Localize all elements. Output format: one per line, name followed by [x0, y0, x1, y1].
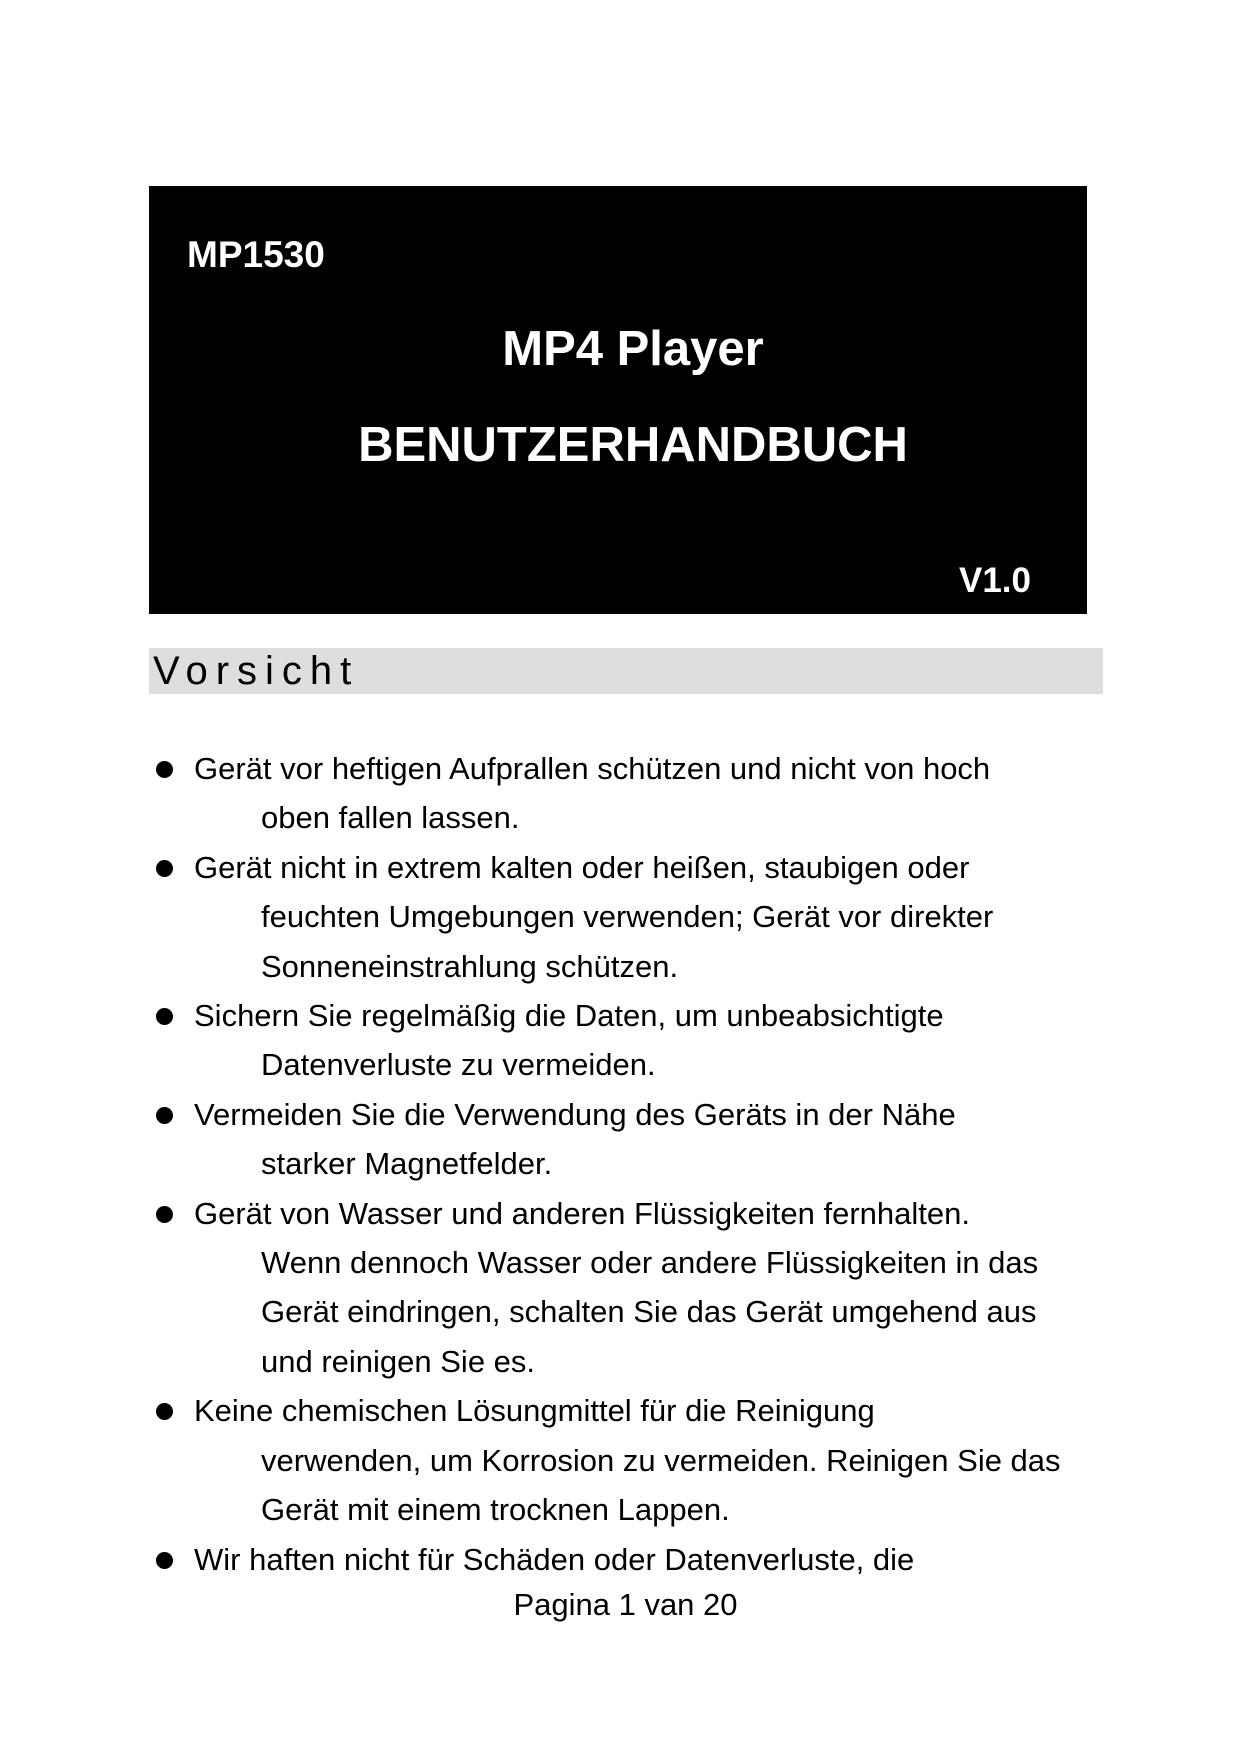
list-item-text-line: Gerät eindringen, schalten Sie das Gerät umgehend aus — [261, 1294, 1037, 1330]
section-title: Vorsicht — [153, 649, 360, 693]
list-item-text-line: Gerät von Wasser und anderen Flüssigkeiten fernhalten. — [194, 1195, 970, 1231]
caution-list — [150, 744, 1110, 1584]
section-header — [149, 648, 1103, 694]
list-item — [150, 1535, 1110, 1584]
bullet-dot-icon — [156, 1206, 173, 1223]
list-item-text-line: Gerät vor heftigen Aufprallen schützen und nicht von hoch — [194, 751, 991, 786]
list-item-text-line: Datenverluste zu vermeiden. — [261, 1047, 656, 1083]
list-item-text-line: Wir haften nicht für Schäden oder Datenverluste, die — [194, 1541, 915, 1577]
list-item-text-line: und reinigen Sie es. — [261, 1343, 536, 1379]
list-item — [150, 991, 1110, 1090]
page-number: Pagina 1 van 20 — [513, 1587, 738, 1622]
list-item-text-line: Vermeiden Sie die Verwendung des Geräts in der Nähe — [194, 1096, 956, 1132]
version-label: V1.0 — [959, 561, 1031, 600]
list-item-text-line: starker Magnetfelder. — [261, 1146, 553, 1182]
bullet-dot-icon — [156, 1552, 173, 1569]
bullet-dot-icon — [156, 761, 173, 778]
list-item-text-line: Sonneneinstrahlung schützen. — [261, 948, 679, 984]
list-item — [150, 1090, 1110, 1189]
product-title: MP4 Player — [502, 322, 764, 376]
list-item-text-line: verwenden, um Korrosion zu vermeiden. Reinigen Sie das — [261, 1442, 1061, 1478]
list-item-text-line: Wenn dennoch Wasser oder andere Flüssigkeiten in das — [261, 1245, 1039, 1281]
manual-title: BENUTZERHANDBUCH — [358, 418, 908, 472]
list-item — [150, 1189, 1110, 1387]
bullet-dot-icon — [156, 1008, 173, 1025]
list-item-text-line: Gerät nicht in extrem kalten oder heißen, staubigen oder — [194, 849, 970, 885]
bullet-dot-icon — [156, 860, 173, 877]
list-item — [150, 1386, 1110, 1534]
list-item-text-line: Keine chemischen Lösungmittel für die Reinigung — [194, 1393, 875, 1429]
model-code: MP1530 — [187, 234, 325, 275]
bullet-dot-icon — [156, 1107, 173, 1124]
list-item-text-line: Gerät mit einem trocknen Lappen. — [261, 1492, 730, 1528]
cover-banner — [149, 186, 1087, 614]
list-item-text-line: feuchten Umgebungen verwenden; Gerät vor direkter — [261, 899, 994, 935]
list-item — [150, 843, 1110, 991]
list-item-text-line: oben fallen lassen. — [261, 800, 520, 836]
list-item-text-line: Sichern Sie regelmäßig die Daten, um unbeabsichtigte — [194, 998, 944, 1034]
list-item — [150, 744, 1110, 843]
